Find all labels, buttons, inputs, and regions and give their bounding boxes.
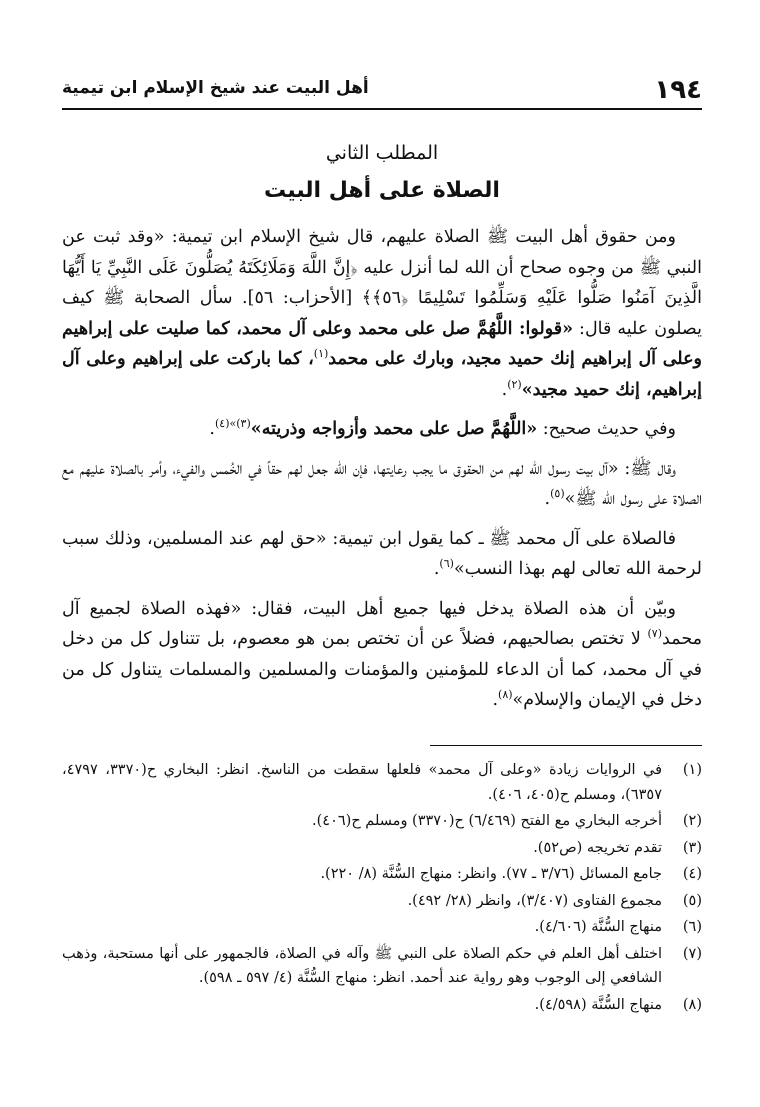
footnote-text: اختلف أهل العلم في حكم الصلاة على النبي ﷺ وآله في الصلاة، فالجمهور على أنها مستحبة، وذهب الشافعي إلى الوجوب وهو رواية عند أحمد. انظر: منهاج السُّنَّة (٤/ ٥٩٧ ـ ٥٩٨). xyxy=(62,945,662,986)
footnote-number: (٨) xyxy=(682,996,702,1013)
paragraph-1 xyxy=(62,222,702,405)
footnote xyxy=(62,809,702,834)
section-title: الصلاة على أهل البيت xyxy=(264,178,500,203)
footnote-number: (٣) xyxy=(682,839,702,856)
footnote-ref[interactable]: (٥) xyxy=(550,487,565,501)
footnote xyxy=(62,993,702,1018)
paragraph-text: فالصلاة على آل محمد ﷺ ـ كما يقول ابن تيمية: «حق لهم عند المسلمين، وذلك سبب لرحمة الله تعالى لهم بهذا النسب» xyxy=(62,528,702,579)
footnote xyxy=(62,942,702,991)
running-title: أهل البيت عند شيخ الإسلام ابن تيمية xyxy=(62,78,369,98)
page-number: ١٩٤ xyxy=(654,75,702,105)
hadith-quote: «اللَّهُمَّ صل على محمد وأزواجه وذريته» xyxy=(250,419,538,439)
footnote-number: (٤) xyxy=(682,866,702,882)
paragraph-4 xyxy=(62,524,702,585)
period: . xyxy=(501,379,508,400)
paragraph-text: وفي حديث صحيح: xyxy=(542,419,676,439)
footnote-text: في الروايات زيادة «وعلى آل محمد» فلعلها سقطت من الناسخ. انظر: البخاري ح(٣٣٧٠، ٤٧٩٧، ٦٣٥٧)، ومسلم ح(٤٠٥، ٤٠٦). xyxy=(62,762,663,803)
paragraph-text: وبيّن أن هذه الصلاة يدخل فيها جميع أهل البيت، فقال: «فهذه الصلاة لجميع آل محمد xyxy=(62,598,702,649)
footnote-text: منهاج السُّنَّة (٤/٦٠٦). xyxy=(534,919,662,935)
paragraph-text: وقال ﷺ: «آل بيت رسول الله لهم من الحقوق ما يجب رعايتها، فإن الله جعل لهم حقاً في الخُمس والفيء، وأمر بالصلاة عليهم مع الصلاة على رسول الله ﷺ» xyxy=(62,458,702,509)
period: . xyxy=(544,489,551,509)
period: . xyxy=(433,559,440,579)
footnote xyxy=(62,889,702,914)
paragraph-2 xyxy=(62,414,702,445)
footnote xyxy=(62,862,702,887)
footnote-text: مجموع الفتاوى (٣/٤٠٧)، وانظر (٢٨/ ٤٩٢). xyxy=(407,892,662,909)
footnote-ref[interactable]: (٦) xyxy=(439,557,454,571)
main-text xyxy=(62,222,702,725)
prayer-quote: «قولوا: اللَّهُمَّ صل على محمد وعلى آل محمد، كما صليت على إبراهيم وعلى آل إبراهيم إنك حميد مجيد، وبارك على محمد xyxy=(62,318,702,369)
footnote-number: (١) xyxy=(682,762,702,778)
footnote-ref[interactable]: (١) xyxy=(313,347,329,361)
paragraph-5 xyxy=(62,594,702,716)
period: . xyxy=(492,690,499,710)
footnotes xyxy=(62,758,702,1019)
paragraph-text-cont: لا تختص بصالحيهم، فضلاً عن أن تختص بمن هو معصوم، بل تتناول كل من دخل في آل محمد، كما أن الدعاء للمؤمنين والمؤمنات والمسلمين والمسلمات يتناول كل من دخل في الإيمان والإسلام» xyxy=(62,629,702,710)
footnote-number: (٦) xyxy=(682,919,702,935)
footnote-number: (٥) xyxy=(682,892,702,909)
footnote-number: (٢) xyxy=(682,813,702,829)
footnote-ref[interactable]: (٨) xyxy=(498,688,513,702)
footnote-ref[interactable]: (٧) xyxy=(647,627,663,641)
prayer-quote-cont: ، كما باركت على إبراهيم وعلى آل إبراهيم، إنك حميد مجيد» xyxy=(62,349,702,400)
footnote-text: منهاج السُّنَّة (٤/٥٩٨). xyxy=(534,996,662,1013)
footnote xyxy=(62,915,702,940)
footnote-text: جامع المسائل (٣/٧٦ ـ ٧٧). وانظر: منهاج السُّنَّة (٨/ ٢٢٠). xyxy=(320,866,662,882)
footnote xyxy=(62,758,702,807)
footnote xyxy=(62,836,702,861)
footnote-ref[interactable]: (٢) xyxy=(507,377,522,391)
section-subtitle: المطلب الثاني xyxy=(325,142,439,164)
paragraph-3 xyxy=(62,454,702,515)
footnote-number: (٧) xyxy=(682,945,702,962)
footnote-separator xyxy=(430,745,702,746)
footnote-ref[interactable]: (٣) xyxy=(236,417,251,431)
footnote-text: تقدم تخريجه (ص٥٢). xyxy=(533,839,662,856)
period: . xyxy=(209,419,215,439)
footnote-text: أخرجه البخاري مع الفتح (٦/٤٦٩) ح(٣٣٧٠) ومسلم ح(٤٠٦). xyxy=(312,813,662,829)
footnote-ref[interactable]: »(٤) xyxy=(214,417,237,431)
page-header xyxy=(62,74,702,110)
paragraph-text: ومن حقوق أهل البيت ﷺ الصلاة عليهم، قال شيخ الإسلام ابن تيمية: «وقد ثبت عن النبي ﷺ من وجوه صحاح أن الله لما أنزل عليه ﴿إِنَّ اللَّهَ وَمَلَائِكَتَهُ يُصَلُّونَ عَلَى النَّبِيِّ يَا أَيُّهَا الَّذِينَ آمَنُوا صَلُّوا عَلَيْهِ وَسَلِّمُوا تَسْلِيمًا ﴿٥٦﴾﴾ [الأحزاب: ٥٦]. سأل الصحابة ﷺ كيف يصلون عليه قال: xyxy=(62,227,702,339)
